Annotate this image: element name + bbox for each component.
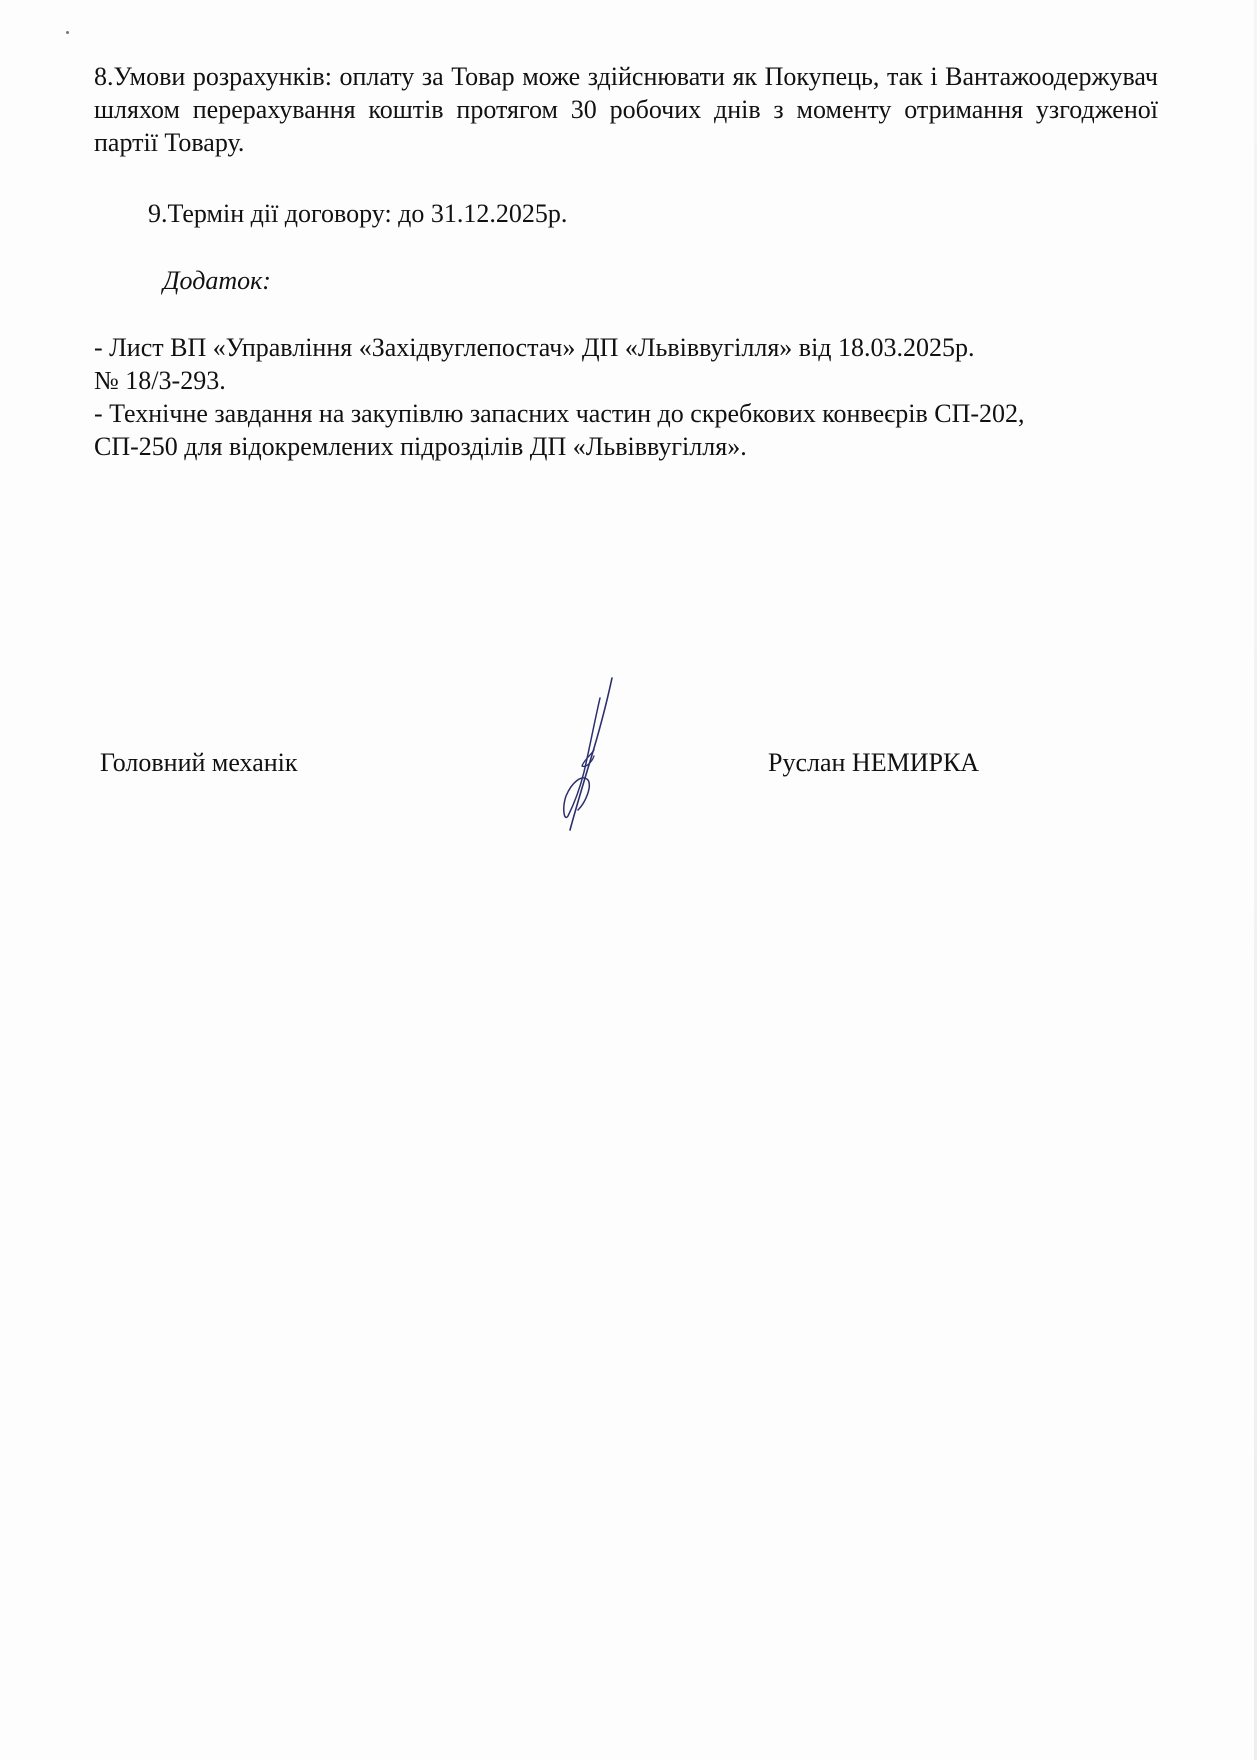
signatory-name: Руслан НЕМИРКА xyxy=(768,748,980,777)
scan-speck xyxy=(66,31,69,34)
addendum-heading: Додаток: xyxy=(163,266,271,295)
clause-8-payment-terms: 8.Умови розрахунків: оплату за Товар може здійснювати як Покупець, так і Вантажоодержувач шляхом перерахування коштів протягом 30 робочих днів з моменту отримання узгодженої партії Товару. xyxy=(94,62,1158,157)
attachment-line: - Лист ВП «Управління «Західвуглепостач» ДП «Львіввугілля» від 18.03.2025р. xyxy=(94,333,975,362)
clause-9-contract-term: 9.Термін дії договору: до 31.12.2025р. xyxy=(148,199,568,228)
attachment-line: СП-250 для відокремлених підрозділів ДП «Львіввугілля». xyxy=(94,432,747,461)
handwritten-signature xyxy=(548,676,628,836)
attachment-line: № 18/3-293. xyxy=(94,366,226,395)
attachments-list xyxy=(94,331,1174,463)
signatory-role: Головний механік xyxy=(100,748,298,777)
attachment-line: - Технічне завдання на закупівлю запасних частин до скребкових конвеєрів СП-202, xyxy=(94,399,1025,428)
